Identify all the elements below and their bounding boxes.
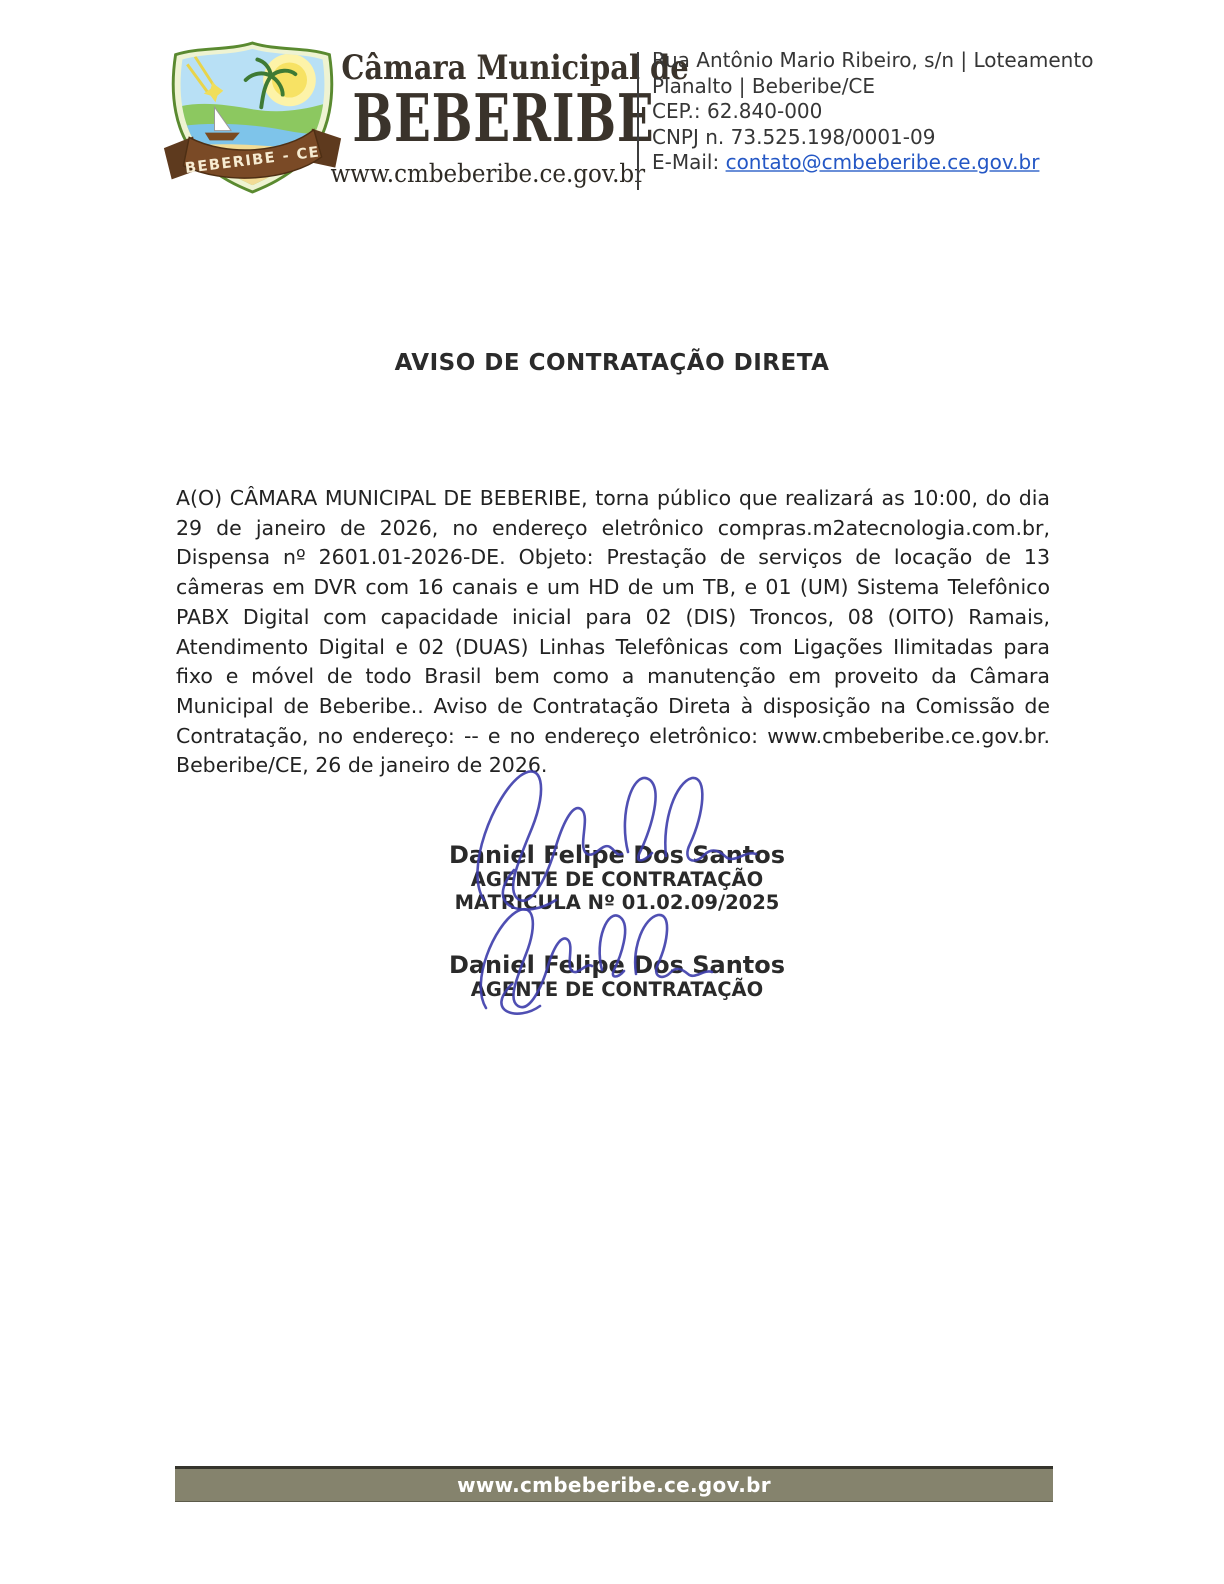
contact-cnpj: CNPJ n. 73.525.198/0001-09 [652, 124, 936, 149]
contact-block [652, 48, 1094, 176]
footer-bar [175, 1466, 1053, 1502]
signature-block-1 [412, 842, 822, 914]
contact-address-line2: Planalto | Beberibe/CE [652, 73, 876, 98]
contact-cep: CEP.: 62.840-000 [652, 99, 823, 123]
brand-name-line1: Câmara Municipal de [341, 48, 689, 88]
contact-email-line [652, 150, 1040, 176]
signer-role: AGENTE DE CONTRATAÇÃO [470, 978, 764, 1001]
email-label: E-Mail: [652, 150, 726, 174]
email-link[interactable]: contato@cmbeberibe.ce.gov.br [725, 150, 1040, 174]
signer-name: Daniel Felipe Dos Santos [448, 841, 786, 869]
header-divider [637, 52, 639, 190]
signer-role: AGENTE DE CONTRATAÇÃO [470, 868, 764, 891]
brand-name-line2: BEBERIBE [352, 80, 655, 157]
ribbon-text: BEBERIBE - CE [184, 143, 321, 177]
signer-name: Daniel Felipe Dos Santos [448, 951, 786, 979]
signer-matricula: MATRICULA Nº 01.02.09/2025 [454, 891, 780, 914]
document-title: AVISO DE CONTRATAÇÃO DIRETA [394, 350, 830, 376]
document-body-paragraph: A(O) CÂMARA MUNICIPAL DE BEBERIBE, torna público que realizará as 10:00, do dia 29 de janeiro de 2026, no endereço eletrônico compras.m2atecnologia.com.br, Dispensa nº 2601.01-2026-DE. Objeto: Prestação de serviços de locação de 13 câmeras em DVR com 16 canais e um HD de um TB, e 01 (UM) Sistema Telefônico PABX Digital com capacidade inicial para 02 (DIS) Troncos, 08 (OITO) Ramais, Atendimento Digital e 02 (DUAS) Linhas Telefônicas com Ligações Ilimitadas para fixo e móvel de todo Brasil bem como a manutenção em proveito da Câmara Municipal de Beberibe.. Aviso de Contratação Direta à disposição na Comissão de Contratação, no endereço: -- e no endereço eletrônico: www.cmbeberibe.ce.gov.br. Beberibe/CE, 26 de janeiro de 2026. [176, 486, 1050, 778]
brand-website: www.cmbeberibe.ce.gov.br [330, 159, 646, 188]
footer-website: www.cmbeberibe.ce.gov.br [457, 1473, 771, 1497]
signature-block-2 [412, 952, 822, 1001]
contact-address-line1: Rua Antônio Mario Ribeiro, s/n | Loteamento [652, 48, 1094, 72]
